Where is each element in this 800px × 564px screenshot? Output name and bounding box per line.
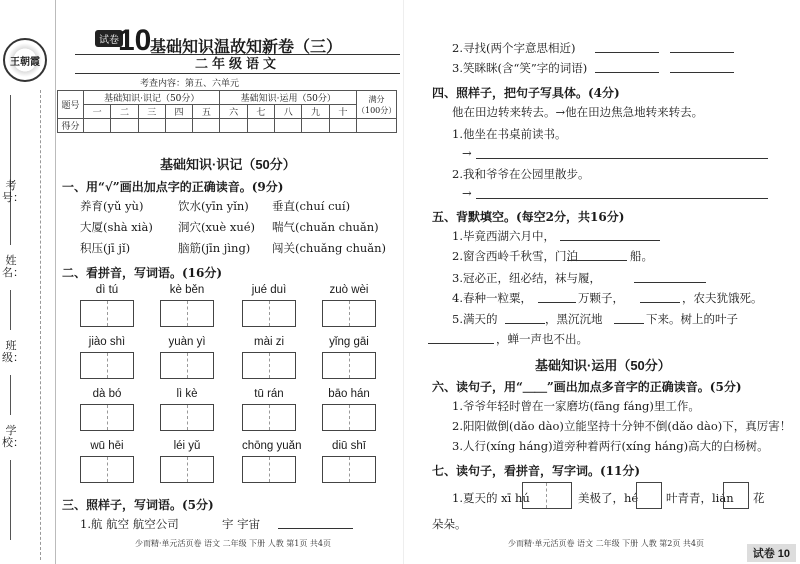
q-num: 五	[193, 105, 220, 119]
q5-item: 4.春种一粒粟，	[452, 291, 532, 305]
writing-grid[interactable]	[522, 482, 572, 509]
footer-right: 少而精·单元活页卷 语文 二年级 下册 人教 第2页 共4页	[508, 539, 704, 548]
answer-line[interactable]	[476, 158, 768, 159]
q6-item[interactable]: 3.人行(xíng háng)道旁种着两行(xíng háng)高大的白杨树。	[452, 439, 769, 453]
exam-scope: 考查内容：第五、六单元	[140, 79, 240, 89]
arrow: →	[462, 186, 472, 200]
writing-grid[interactable]	[242, 404, 296, 431]
answer-line[interactable]	[476, 198, 768, 199]
pinyin-label: zuò wèi	[329, 284, 369, 296]
answer-line[interactable]	[538, 302, 576, 303]
q-num: 一	[84, 105, 111, 119]
pinyin-label: diū shī	[332, 440, 366, 452]
page-badge: 试卷 10	[747, 544, 796, 562]
score-cell[interactable]	[220, 119, 247, 133]
answer-line[interactable]	[560, 240, 660, 241]
writing-grid[interactable]	[322, 300, 376, 327]
q5-part: 下来。树上的叶子	[646, 312, 738, 326]
q1-item[interactable]: 闯关(chuǎng chuǎn)	[272, 241, 387, 255]
score-cell[interactable]	[329, 119, 356, 133]
pinyin-label: tū rán	[254, 388, 284, 400]
page-divider	[403, 0, 404, 564]
writing-grid[interactable]	[80, 300, 134, 327]
margin-line	[10, 215, 11, 245]
publisher-logo	[3, 38, 47, 82]
paper-title: 基础知识温故知新卷（三）	[150, 39, 343, 56]
writing-grid[interactable]	[160, 352, 214, 379]
q1-title: 一、用“√”画出加点字的正确读音。(9分)	[62, 180, 284, 194]
label-school: 学校：	[2, 424, 24, 449]
pinyin-label: bāo hán	[328, 388, 370, 400]
score-cell[interactable]	[357, 119, 397, 133]
q4-example: 他在田边转来转去。→他在田边焦急地转来转去。	[452, 105, 704, 119]
q3-item-3: 3.笑眯眯(含“笑”字的词语)	[452, 61, 588, 75]
q5-title: 五、背默填空。(每空2分，共16分)	[432, 210, 625, 224]
q1-item[interactable]: 积压(jī jǐ)	[80, 241, 131, 255]
pinyin-label: jiào shì	[88, 336, 126, 348]
pinyin-label: jué duì	[251, 284, 287, 296]
q-num: 三	[138, 105, 165, 119]
q3-example: 1.航 航空 航空公司	[80, 517, 179, 531]
q4-title: 四、照样子，把句子写具体。(4分)	[432, 86, 620, 100]
margin-line	[10, 375, 11, 415]
score-cell[interactable]	[275, 119, 302, 133]
pinyin-label: yǐng gāi	[329, 336, 369, 348]
pinyin-label: léi yǔ	[173, 440, 201, 452]
answer-line[interactable]	[670, 52, 734, 53]
answer-line[interactable]	[595, 52, 659, 53]
pinyin-label: lì kè	[176, 388, 198, 400]
paper-number: 10	[118, 24, 152, 57]
score-cell[interactable]	[165, 119, 192, 133]
q1-item[interactable]: 脑筋(jīn jìng)	[178, 241, 251, 255]
q6-item[interactable]: 2.阳阳做倒(dǎo dào)立能坚持十分钟不倒(dǎo dào)下，真厉害！	[452, 419, 792, 433]
pinyin-label: mài zi	[253, 336, 285, 348]
score-table	[57, 90, 397, 133]
writing-grid[interactable]	[723, 482, 749, 509]
q-num: 四	[165, 105, 192, 119]
q1-item[interactable]: 洞穴(xuè xué)	[178, 220, 256, 234]
writing-grid[interactable]	[242, 456, 296, 483]
score-cell[interactable]	[302, 119, 329, 133]
grade-subject: 二年级语文	[75, 54, 400, 74]
writing-grid[interactable]	[80, 456, 134, 483]
q5-part: 万颗子，	[578, 291, 624, 305]
writing-grid[interactable]	[242, 352, 296, 379]
q5-item: ，蝉一声也不出。	[496, 332, 588, 346]
answer-line[interactable]	[614, 323, 644, 324]
margin-line	[10, 290, 11, 330]
q3-item-2: 2.寻找(两个字意思相近)	[452, 41, 576, 55]
writing-grid[interactable]	[322, 404, 376, 431]
q7-text: 叶青青，lián	[666, 491, 734, 505]
writing-grid[interactable]	[322, 456, 376, 483]
pinyin-label: yuàn yì	[168, 336, 206, 348]
q2-title: 二、看拼音，写词语。(16分)	[62, 266, 223, 280]
arrow: →	[462, 146, 472, 160]
q1-item[interactable]: 养育(yǔ yù)	[80, 199, 144, 213]
score-group-2: 基础知识·运用（50分）	[220, 91, 357, 105]
q5-item: 2.窗含西岭千秋雪，门泊	[452, 249, 578, 263]
score-cell[interactable]	[247, 119, 274, 133]
answer-line[interactable]	[567, 260, 627, 261]
q5-item: 1.毕竟西湖六月中，	[452, 229, 555, 243]
q4-item: 2.我和爷爷在公园里散步。	[452, 167, 590, 181]
score-cell[interactable]	[193, 119, 220, 133]
score-group-1: 基础知识·识记（50分）	[84, 91, 220, 105]
q1-item[interactable]: 饮水(yīn yǐn)	[178, 199, 249, 213]
q3-task: 宇 宇宙	[222, 517, 261, 531]
writing-grid[interactable]	[160, 404, 214, 431]
score-row-label: 题号	[58, 91, 84, 119]
q1-item[interactable]: 垂直(chuí cuí)	[272, 199, 351, 213]
margin-line	[10, 460, 11, 540]
section-title-apply: 基础知识·运用（50分）	[535, 358, 671, 373]
score-label: 得分	[58, 119, 84, 133]
section-title-memorize: 基础知识·识记（50分）	[160, 157, 296, 172]
label-name: 姓名：	[2, 254, 24, 279]
q-num: 十	[329, 105, 356, 119]
q6-item[interactable]: 1.爷爷年轻时曾在一家磨坊(fāng fáng)里工作。	[452, 399, 700, 413]
q-num: 九	[302, 105, 329, 119]
score-full: 满分（100分）	[357, 91, 397, 119]
q5-part: ，黑沉沉地	[545, 312, 603, 326]
q-num: 二	[111, 105, 138, 119]
pinyin-label: chōng yuǎn	[242, 440, 302, 452]
cut-line	[40, 90, 41, 560]
answer-line[interactable]	[505, 323, 545, 324]
q-num: 六	[220, 105, 247, 119]
q3-title: 三、照样子，写词语。(5分)	[62, 498, 214, 512]
score-cell[interactable]	[84, 119, 111, 133]
logo-text: 王朝霞	[10, 56, 40, 68]
q5-part: ，农夫犹饿死。	[682, 291, 763, 305]
q-num: 七	[247, 105, 274, 119]
q7-text: 1.夏天的 xī hú	[452, 491, 530, 505]
answer-line[interactable]	[634, 282, 706, 283]
pinyin-label: kè běn	[169, 284, 205, 296]
score-cell[interactable]	[111, 119, 138, 133]
answer-line[interactable]	[595, 72, 659, 73]
q4-item: 1.他坐在书桌前读书。	[452, 127, 567, 141]
q-num: 八	[275, 105, 302, 119]
writing-grid[interactable]	[636, 482, 662, 509]
paper-badge: 试卷	[95, 30, 123, 47]
score-cell[interactable]	[138, 119, 165, 133]
answer-line[interactable]	[670, 72, 734, 73]
answer-line[interactable]	[428, 343, 494, 344]
pinyin-label: dì tú	[95, 284, 119, 296]
q5-part: 船。	[630, 249, 653, 263]
q7-text: 朵朵。	[432, 517, 467, 531]
writing-grid[interactable]	[160, 300, 214, 327]
pinyin-label: wū hēi	[90, 440, 124, 452]
writing-grid[interactable]	[322, 352, 376, 379]
q1-item[interactable]: 大厦(shà xià)	[80, 220, 153, 234]
answer-line[interactable]	[278, 528, 353, 529]
writing-grid[interactable]	[242, 300, 296, 327]
q5-item: 3.冠必正，纽必结，袜与履，	[452, 271, 601, 285]
writing-grid[interactable]	[160, 456, 214, 483]
q5-item: 5.满天的	[452, 312, 498, 326]
pinyin-label: dà bó	[92, 388, 122, 400]
q7-text: 花	[753, 491, 765, 505]
binding-margin	[0, 0, 56, 564]
answer-line[interactable]	[640, 302, 680, 303]
footer-left: 少而精·单元活页卷 语文 二年级 下册 人教 第1页 共4页	[135, 539, 331, 548]
q6-title: 六、读句子，用“＿＿”画出加点多音字的正确读音。(5分)	[432, 380, 742, 394]
q7-text: 美极了，hé	[578, 491, 639, 505]
label-exam-no: 考号：	[2, 179, 24, 204]
writing-grid[interactable]	[80, 352, 134, 379]
q7-title: 七、读句子，看拼音，写字词。(11分)	[432, 464, 641, 478]
writing-grid[interactable]	[80, 404, 134, 431]
q1-item[interactable]: 喘气(chuǎn chuǎn)	[272, 220, 379, 234]
label-class: 班级：	[2, 339, 24, 364]
